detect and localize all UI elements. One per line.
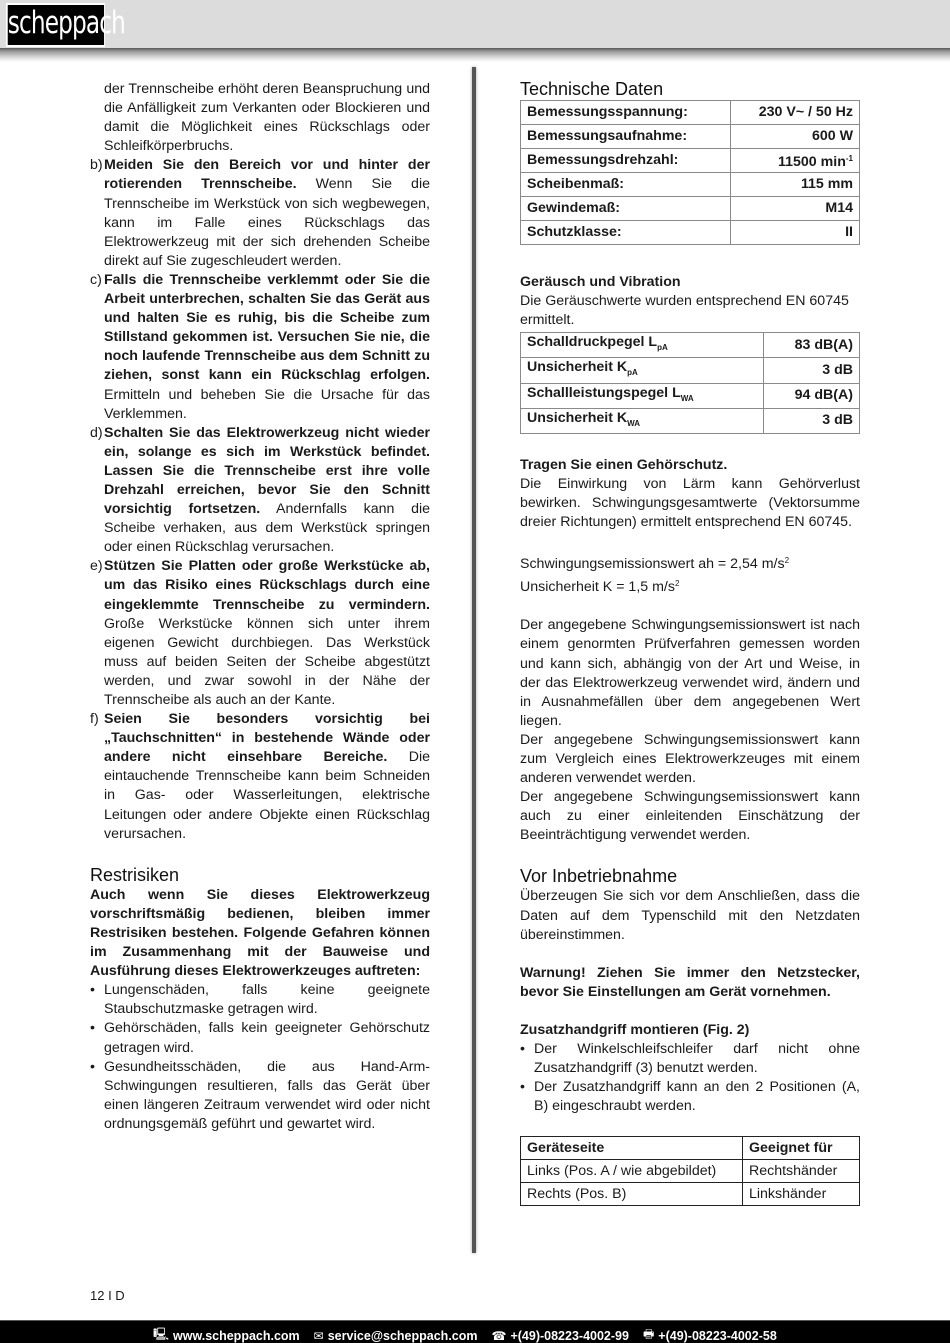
phone-icon: ☎ — [491, 1328, 507, 1343]
vibration-paragraph: Der angegebene Schwingungsemissionswert kann zum Vergleich eines Elektrowerkzeuges mit einem anderen verwendet werden. — [520, 731, 860, 787]
technical-data-table — [520, 100, 860, 245]
page-number: 12 I D — [90, 1288, 125, 1303]
right-column — [520, 78, 860, 1206]
vibration-paragraph: Der angegebene Schwingungsemissionswert ist nach einem genormten Prüfverfahren gemessen worden und kann sich, abhängig von der Art und Weise, in der das Elektrowerkzeug verwendet wird, ändern und in Ausnahmefällen über dem angegebenen Wert liegen. — [520, 617, 860, 729]
section-title-restrisiken: Restrisiken — [90, 864, 180, 885]
header-bar — [0, 0, 950, 50]
column-divider — [472, 67, 476, 1253]
header-shadow — [0, 48, 950, 62]
handle-position-table — [520, 1136, 860, 1206]
intro-paragraph: der Trennscheibe erhöht deren Beanspruchung und die Anfälligkeit zum Verkanten oder Blockieren und damit die Möglichkeit eines Rückschlags oder Schleifkörperbruchs. — [104, 81, 430, 155]
mail-icon: ✉ — [313, 1328, 324, 1343]
list-item: b) Meiden Sie den Bereich vor und hinter der rotierenden Trennscheibe. Wenn Sie die Trennscheibe im Werkstück von sich wegbewegen, kann im Falle eines Rückschlags das Elektrowerkzeug mit der sich drehenden Scheibe direkt auf Sie zugeschleudert werden. — [90, 157, 430, 269]
noise-text: Die Geräuschwerte wurden entsprechend EN 60745 ermittelt. — [520, 293, 849, 329]
vibration-value: Schwingungsemissionswert ah = 2,54 $m/s^2$ — [520, 556, 790, 573]
table-row: Unsicherheit $K_{pA}$ 3 dB — [521, 358, 860, 383]
bullet-item: • Der Zusatzhandgriff kann an den 2 Positionen (A, B) eingeschraubt werden. — [520, 1079, 860, 1115]
fax-icon: 🖶 — [642, 1327, 655, 1341]
left-column — [90, 80, 430, 1134]
table-row: Scheibenmaß: 115 mm — [521, 173, 860, 197]
table-row: Links (Pos. A / wie abgebildet) Rechtshänder — [521, 1160, 860, 1183]
bullet-item: • Lungenschäden, falls keine geeignete Staubschutzmaske getragen wird. — [90, 982, 430, 1018]
table-row: Schalldruckpegel $L_{pA}$ 83 dB(A) — [521, 333, 860, 358]
noise-table — [520, 332, 860, 433]
hearing-protection-text: Die Einwirkung von Lärm kann Gehörverlust bewirken. Schwingungsgesamtwerte (Vektorsumme dreier Richtungen) ermittelt entsprechend EN 60745. — [520, 475, 860, 531]
footer-bar — [0, 1320, 950, 1343]
table-row: Bemessungsdrehzahl: 11500 $\min^{-1}$ — [521, 149, 860, 173]
restrisiken-intro: Auch wenn Sie dieses Elektrowerkzeug vorschriftsmäßig bedienen, bleiben immer Restrisiken bestehen. Folgende Gefahren können im Zusammenhang mit der Bauweise und Ausführung dieses Elektrowerkzeuges auftreten: — [90, 886, 430, 980]
table-row: Unsicherheit $K_{WA}$ 3 dB — [521, 408, 860, 433]
hearing-protection-title: Tragen Sie einen Gehörschutz. — [520, 456, 728, 473]
footer-email[interactable]: ✉ service@scheppach.com — [313, 1328, 478, 1343]
table-row: Schutzklasse: II — [521, 221, 860, 245]
scheppach-logo: scheppach — [6, 3, 106, 47]
table-header-row: Geräteseite Geeignet für — [521, 1137, 860, 1160]
footer-website[interactable]: 🖳 www.scheppach.com — [153, 1325, 300, 1343]
vibration-uncertainty: Unsicherheit K = 1,5 $m/s^2$ — [520, 579, 680, 596]
zusatzhandgriff-title: Zusatzhandgriff montieren (Fig. 2) — [520, 1021, 750, 1038]
table-row: Gewindemaß: M14 — [521, 197, 860, 221]
bullet-item: • Gesundheitsschäden, die aus Hand-Arm- Schwingungen resultieren, falls das Gerät über einen längeren Zeitraum verwendet wird oder nicht ordnungsgemäß geführt und gewartet wird. — [90, 1058, 430, 1132]
vor-text: Überzeugen Sie sich vor dem Anschließen, dass die Daten auf dem Typenschild mit den Netzdaten übereinstimmen. — [520, 888, 860, 943]
footer-phone: ☎ +(49)-08223-4002-99 — [491, 1328, 629, 1343]
list-item: e) Stützen Sie Platten oder große Werkstücke ab, um das Risiko eines Rückschlags durch eine eingeklemmte Trennscheibe zu vermindern. Große Werkstücke können sich unter ihrem eigenen Gewicht durchbiegen. Das Werkstück muss auf beiden Seiten der Scheibe abgestützt werden, und zwar sowohl in der Nähe der Trennscheibe als auch an der Kante. — [90, 558, 430, 708]
section-title-technische-daten: Technische Daten — [520, 79, 664, 99]
table-row: Bemessungsaufnahme: 600 W — [521, 125, 860, 149]
list-item: f) Seien Sie besonders vorsichtig bei „Tauchschnitten“ in bestehende Wände oder andere nicht einsehbare Bereiche. Die eintauchende Trennscheibe kann beim Schneiden in Gas- oder Wasserleitungen, elektrische Leitungen oder andere Objekte einen Rückschlag verursachen. — [90, 711, 430, 842]
list-item: d) Schalten Sie das Elektrowerkzeug nicht wieder ein, solange es sich im Werkstück befindet. Lassen Sie die Trennscheibe erst ihre volle Drehzahl erreichen, bevor Sie den Schnitt vorsichtig fortsetzen. Andernfalls kann die Scheibe verhaken, aus dem Werkstück springen oder einen Rückschlag verursachen. — [90, 424, 431, 556]
computer-icon: 🖳 — [153, 1327, 170, 1341]
bullet-item: • Der Winkelschleifschleifer darf nicht ohne Zusatzhandgriff (3) benutzt werden. — [520, 1041, 860, 1077]
table-row: Bemessungsspannung: 230 V~ / 50 Hz — [521, 101, 860, 125]
warning-text: Warnung! Ziehen Sie immer den Netzstecker, bevor Sie Einstellungen am Gerät vornehmen. — [520, 964, 860, 1000]
list-item: c) Falls die Trennscheibe verklemmt oder Sie die Arbeit unterbrechen, schalten Sie das Gerät aus und halten Sie es ruhig, bis die Scheibe zum Stillstand gekommen ist. Versuchen Sie nie, die noch laufende Trennscheibe aus dem Schnitt zu ziehen, sonst kann ein Rückschlag erfolgen. Ermitteln und beheben Sie die Ursache für das Verklemmen. — [90, 271, 430, 422]
noise-title: Geräusch und Vibration — [520, 274, 681, 291]
section-title-vor-inbetriebnahme: Vor Inbetriebnahme — [520, 866, 678, 887]
footer-fax: 🖶 +(49)-08223-4002-58 — [643, 1325, 777, 1343]
vibration-paragraph: Der angegebene Schwingungsemissionswert kann auch zu einer einleitenden Einschätzung der Beeinträchtigung verwendet werden. — [520, 789, 860, 844]
table-row: Rechts (Pos. B) Linkshänder — [521, 1183, 860, 1206]
bullet-item: • Gehörschäden, falls kein geeigneter Gehörschutz getragen wird. — [90, 1020, 430, 1056]
table-row: Schallleistungspegel $L_{WA}$ 94 dB(A) — [521, 383, 860, 408]
